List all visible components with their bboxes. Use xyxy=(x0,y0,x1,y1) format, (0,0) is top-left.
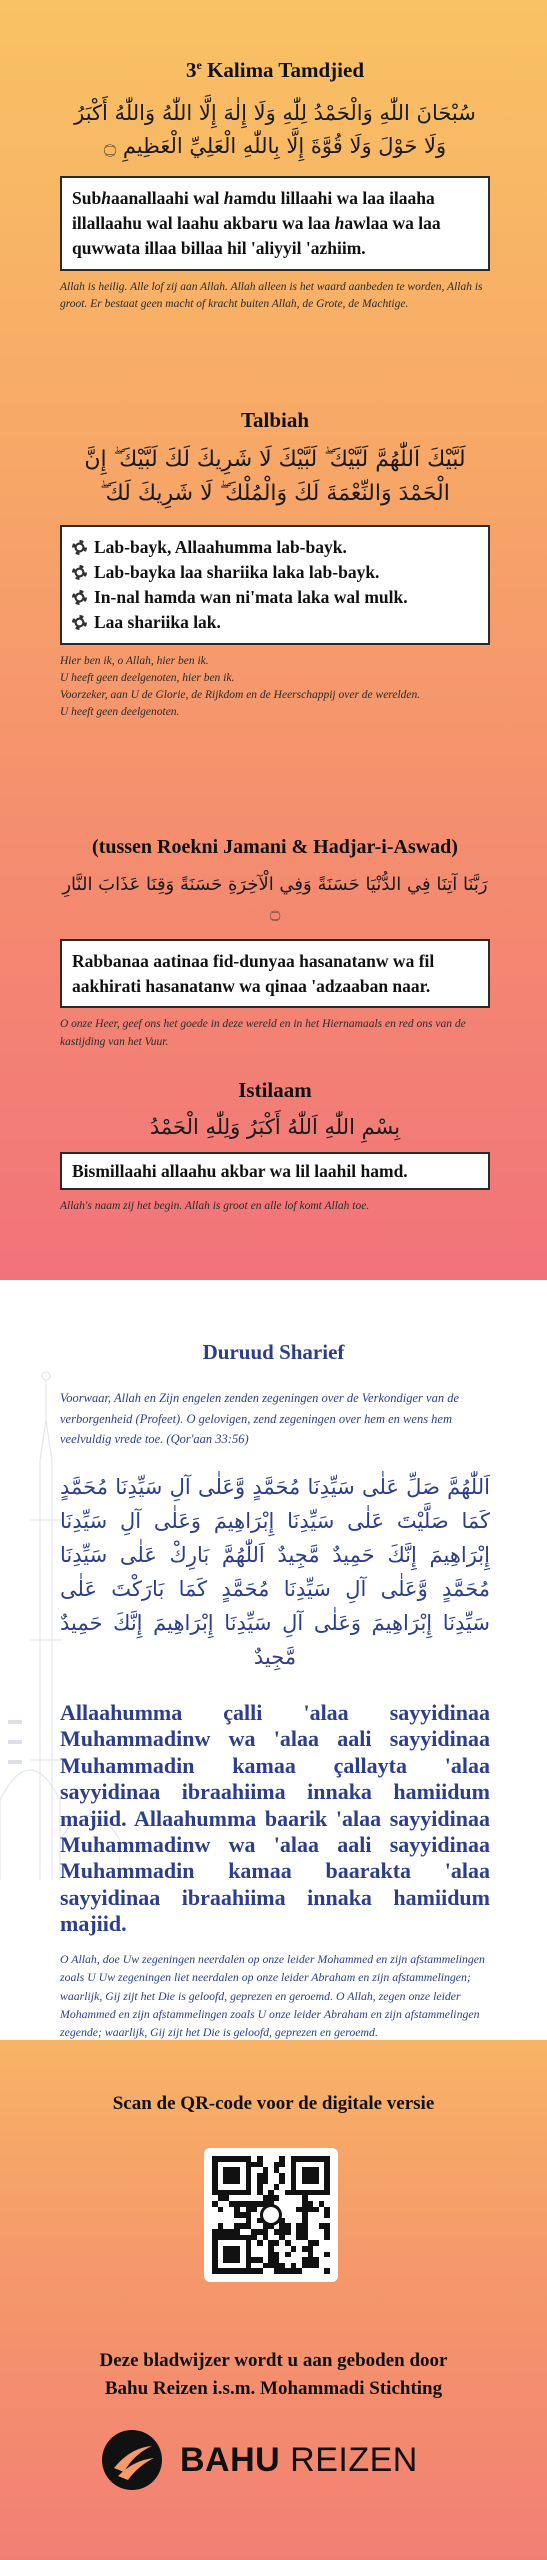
istilaam-translation: Allah's naam zij het begin. Allah is groot en alle lof komt Allah toe. xyxy=(60,1200,370,1213)
duruud-translit: Allaahumma çalli 'alaa sayyidinaa Muhammadinw wa 'alaa aali sayyidinaa Muhammadin kamaa çallayta 'alaa sayyidinaa ibraahiima innaka hamiidum majiid. Allaahumma baarik 'alaa sayyidinaa Muhammadinw wa 'alaa aali sayyidinaa Muhammadin kamaa baarakta 'alaa sayyidinaa ibraahiima innaka hamiidum majiid. xyxy=(60,1700,490,1937)
kalima-title: 3e Kalima Tamdjied xyxy=(185,58,365,82)
kalima-translit-box: Subhaanallaahi wal hamdu lillaahi wa laa ilaaha illallaahu wal laahu akbaru wa laa hawlaa wa laa quwwata illaa billaa hil 'aliyyil 'azhiim. xyxy=(60,176,490,271)
istilaam-arabic: بِسْمِ اللّٰهِ اَللّٰهُ أَكْبَرُ وَلِلّٰهِ الْحَمْدُ xyxy=(149,1115,401,1139)
qr-logo-icon xyxy=(260,2204,282,2226)
talbiah-section xyxy=(60,408,490,722)
qr-title: Scan de QR-code voor de digitale versie xyxy=(112,2093,435,2114)
rukn-arabic: رَبَّنَا آتِنَا فِي الدُّنْيَا حَسَنَةً وَفِي الْآخِرَةِ حَسَنَةً وَقِنَا عَذَابَ النَّارِ ۝ xyxy=(62,874,488,923)
rukn-title: (tussen Roekni Jamani & Hadjar-i-Aswad) xyxy=(92,836,458,858)
list-item: Lab-bayka laa shariika laka lab-bayk. xyxy=(72,560,478,585)
rukn-section xyxy=(60,836,490,1051)
rukn-translit-box: Rabbanaa aatinaa fid-dunyaa hasanatanw wa fil aakhirati hasanatanw wa qinaa 'adzaaban naar. xyxy=(60,939,490,1009)
flower-bullet-icon xyxy=(72,590,87,605)
kalima-translation: Allah is heilig. Alle lof zij aan Allah. Allah alleen is het waard aanbeden te worden, Allah is groot. Er bestaat geen macht of kracht buiten Allah, de Grote, de Machtige. xyxy=(60,280,483,310)
qr-code-icon[interactable] xyxy=(204,2148,338,2282)
bahu-reizen-logo-icon xyxy=(100,2428,164,2492)
sponsor-text: Deze bladwijzer wordt u aan geboden door Bahu Reizen i.s.m. Mohammadi Stichting xyxy=(99,2350,448,2399)
kalima-section xyxy=(60,58,490,313)
list-item: In-nal hamda wan ni'mata laka wal mulk. xyxy=(72,585,478,610)
flower-bullet-icon xyxy=(72,565,87,580)
istilaam-translit-box: Bismillaahi allaahu akbar wa lil laahil hamd. xyxy=(60,1152,490,1191)
kalima-arabic: سُبْحَانَ اللّٰهِ وَالْحَمْدُ لِلّٰهِ وَلَا إِلٰهَ إِلَّا اللّٰهُ وَاللّٰهُ أَكْبَرُ وَلَا حَوْلَ وَلَا قُوَّةَ إِلَّا بِاللّٰهِ الْعَلِيِّ الْعَظِيمِ ۝ xyxy=(74,101,476,158)
istilaam-section xyxy=(60,1078,490,1216)
talbiah-translation: Hier ben ik, o Allah, hier ben ik. U heeft geen deelgenoten, hier ben ik. Voorzeker, aan U de Glorie, de Rijkdom en de Heerschappij over de werelden. U heeft geen deelgenoten. xyxy=(60,654,421,719)
duruud-title: Duruud Sharief xyxy=(202,1340,345,1364)
list-item: Laa shariika lak. xyxy=(72,610,478,635)
flower-bullet-icon xyxy=(72,615,87,630)
duruud-translation: O Allah, doe Uw zegeningen neerdalen op onze leider Mohammed en zijn afstammelingen zoals U Uw zegeningen liet neerdalen op onze leider Abraham en zijn afstammelingen; waarlijk, Gij zijt het Die is geloofd, geprezen en geroemd. O Allah, zegen onze leider Mohammed en zijn afstammelingen zoals U onze leider Abraham en zijn afstammelingen zegende; waarlijk, Gij zijt het Die is geloofd, geprezen en geroemd. xyxy=(60,1952,485,2040)
list-item: Lab-bayk, Allaahumma lab-bayk. xyxy=(72,535,478,560)
talbiah-arabic: لَبَّيْكَ اَللّٰهُمَّ لَبَّيْكَ ۖ لَبَّيْكَ لَا شَرِيكَ لَكَ لَبَّيْكَ ۖ إِنَّ الْحَمْدَ وَالنِّعْمَةَ لَكَ وَالْمُلْكَ ۖ لَا شَرِيكَ لَكَ ۖ xyxy=(84,447,466,507)
talbiah-translit-box xyxy=(60,525,490,644)
brand-logo: BAHU REIZEN xyxy=(100,2425,418,2495)
istilaam-title: Istilaam xyxy=(238,1078,312,1102)
flower-bullet-icon xyxy=(72,540,87,555)
rukn-translation: O onze Heer, geef ons het goede in deze wereld en in het Hiernamaals en red ons van de kastijding van het Vuur. xyxy=(60,1018,466,1048)
talbiah-title: Talbiah xyxy=(240,408,310,432)
duruud-intro: Voorwaar, Allah en Zijn engelen zenden zegeningen over de Verkondiger van de verborgenheid (Profeet). O gelovigen, zend zegeningen over hem en wens hem veelvuldig vrede toe. (Qor'aan 33:56) xyxy=(60,1391,459,1447)
duruud-arabic: اَللّٰهُمَّ صَلِّ عَلٰى سَيِّدِنَا مُحَمَّدٍ وَّعَلٰى آلِ سَيِّدِنَا مُحَمَّدٍ كَمَا صَلَّيْتَ عَلٰى سَيِّدِنَا إِبْرَاهِيمَ وَعَلٰى آلِ سَيِّدِنَا إِبْرَاهِيمَ إِنَّكَ حَمِيدٌ مَّجِيدٌ اَللّٰهُمَّ بَارِكْ عَلٰى سَيِّدِنَا مُحَمَّدٍ وَّعَلٰى آلِ سَيِّدِنَا مُحَمَّدٍ كَمَا بَارَكْتَ عَلٰى سَيِّدِنَا إِبْرَاهِيمَ وَعَلٰى آلِ سَيِّدِنَا إِبْرَاهِيمَ إِنَّكَ حَمِيدٌ مَّجِيدٌ xyxy=(60,1475,490,1670)
